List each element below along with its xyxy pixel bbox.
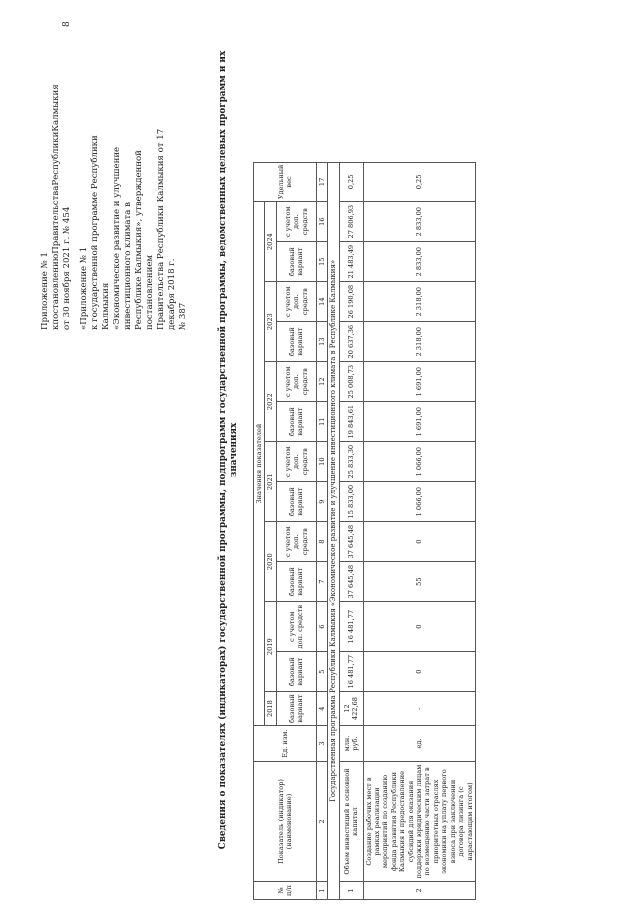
- col-number: 3: [316, 726, 327, 762]
- value-cell: 2 318,00: [363, 322, 475, 362]
- decree-word: постановлению: [51, 253, 61, 325]
- col-number: 2: [316, 762, 327, 882]
- appendix-decree-line: [51, 84, 62, 330]
- variant-base: базовый вариант: [276, 322, 316, 362]
- col-number: 10: [316, 442, 327, 482]
- appendix-title: Приложение № 1: [40, 252, 50, 330]
- page-number: 8: [62, 21, 72, 27]
- header-unit: Ед. изм.: [254, 726, 317, 762]
- appendix-date: от 30 ноября 2021 г. № 454: [62, 206, 72, 330]
- variant-extra: с учетом доп. средств: [276, 602, 316, 652]
- col-number: 7: [316, 562, 327, 602]
- row-unit: млн. руб.: [339, 726, 363, 762]
- year-2022: 2022: [265, 362, 276, 442]
- value-cell: 0: [363, 522, 475, 562]
- header-values: Значения показателей: [254, 202, 265, 726]
- title-line: Сведения о показателях (индикаторах) государственной программы, подпрограмм государственной программы, ведомственных целевых программ и их: [218, 50, 228, 850]
- col-number: 4: [316, 692, 327, 726]
- reference-line: Правительства Республики Калмыкия от 17 декабря 2018 г.: [156, 128, 177, 330]
- variant-base: базовый вариант: [276, 692, 316, 726]
- col-number: 8: [316, 522, 327, 562]
- reference-line: к государственной программе Республики Калмыкия: [90, 135, 111, 330]
- table-row: [339, 162, 363, 899]
- header-row-values: [254, 162, 265, 899]
- year-2023: 2023: [265, 282, 276, 362]
- variant-extra: с учетом доп. средств: [276, 362, 316, 402]
- value-cell: 15 833,00: [339, 482, 363, 522]
- reference-line: Республике Калмыкия», утвержденной постановлением: [134, 150, 155, 330]
- header-indicator: Показатель (индикатор) (наименование): [254, 762, 317, 882]
- decree-word: Калмыкия: [51, 84, 61, 132]
- year-2019: 2019: [265, 602, 276, 692]
- row-indicator-name: Создание рабочих мест в рамках реализации мероприятий по созданию фонда развития Республики Калмыкия и предоставление субсидий для оказания поддержки юридическим лицам по возмещению части затрат в приоритетных отраслях экономики на уплату первого взноса при заключении договора лизинга (с нарастающим итогом): [363, 762, 475, 882]
- col-number: 5: [316, 652, 327, 692]
- col-number: 13: [316, 322, 327, 362]
- value-cell: 27 806,93: [339, 202, 363, 242]
- row-num: 1: [339, 882, 363, 900]
- value-cell: 19 843,61: [339, 402, 363, 442]
- row-share: 0,25: [339, 162, 363, 202]
- value-cell: 0: [363, 602, 475, 652]
- value-cell: 1 691,00: [363, 362, 475, 402]
- col-number: 17: [316, 162, 327, 202]
- header-num: № п/п: [254, 882, 317, 900]
- variant-base: базовый вариант: [276, 402, 316, 442]
- indicators-table: [253, 162, 476, 900]
- decree-word: Республики: [51, 131, 61, 186]
- variant-base: базовый вариант: [276, 562, 316, 602]
- value-cell: 16 481,77: [339, 652, 363, 692]
- value-cell: 55: [363, 562, 475, 602]
- reference-line: «Приложение № 1: [79, 246, 89, 330]
- value-cell: 0: [363, 652, 475, 692]
- value-cell: 21 483,49: [339, 242, 363, 282]
- program-title: Государственная программа Республики Калмыкия «Экономическое развитие и улучшение инвестиционного климата в Республике Калмыкия»: [328, 162, 339, 899]
- col-number: 11: [316, 402, 327, 442]
- variant-extra: с учетом доп. средств: [276, 522, 316, 562]
- value-cell: 25 833,30: [339, 442, 363, 482]
- value-cell: 26 190,08: [339, 282, 363, 322]
- document-title: [218, 5, 240, 895]
- value-cell: 1 066,00: [363, 442, 475, 482]
- col-number: 9: [316, 482, 327, 522]
- row-unit: ед.: [363, 726, 475, 762]
- column-number-row: [316, 162, 327, 899]
- variant-base: базовый вариант: [276, 652, 316, 692]
- variant-base: базовый вариант: [276, 482, 316, 522]
- value-cell: 2 833,00: [363, 242, 475, 282]
- decree-word: Правительства: [51, 185, 61, 254]
- col-number: 16: [316, 202, 327, 242]
- value-cell: 1 066,00: [363, 482, 475, 522]
- program-row: [328, 162, 339, 899]
- col-number: 1: [316, 882, 327, 900]
- value-cell: 20 637,36: [339, 322, 363, 362]
- year-2020: 2020: [265, 522, 276, 602]
- value-cell: 2 318,00: [363, 282, 475, 322]
- value-cell: 2 833,00: [363, 202, 475, 242]
- col-number: 15: [316, 242, 327, 282]
- value-cell: 16 481,77: [339, 602, 363, 652]
- col-number: 12: [316, 362, 327, 402]
- col-number: 14: [316, 282, 327, 322]
- variant-base: базовый вариант: [276, 242, 316, 282]
- decree-word: к: [51, 324, 61, 330]
- row-num: 2: [363, 882, 475, 900]
- variant-extra: с учетом доп. средств: [276, 202, 316, 242]
- value-cell: 37 645,48: [339, 522, 363, 562]
- table-row: [363, 162, 475, 899]
- appendix-header: [40, 84, 189, 330]
- variant-extra: с учетом доп. средств: [276, 282, 316, 322]
- value-cell: 37 645,48: [339, 562, 363, 602]
- value-cell: -: [363, 692, 475, 726]
- variant-extra: с учетом доп. средств: [276, 442, 316, 482]
- year-2018: 2018: [265, 692, 276, 726]
- reference-line: «Экономическое развитие и улучшение инвестиционного климата в: [112, 146, 133, 330]
- title-line: значениях: [229, 422, 239, 478]
- header-share: Удельный вес: [254, 162, 317, 202]
- row-indicator-name: Объем инвестиций в основной капитал: [339, 762, 363, 882]
- value-cell: 25 008,73: [339, 362, 363, 402]
- year-2024: 2024: [265, 202, 276, 282]
- row-share: 0,25: [363, 162, 475, 202]
- reference-line: № 387: [178, 302, 188, 330]
- value-cell: 12 422,68: [339, 692, 363, 726]
- col-number: 6: [316, 602, 327, 652]
- appendix-original-reference: [79, 100, 189, 330]
- year-2021: 2021: [265, 442, 276, 522]
- value-cell: 1 691,00: [363, 402, 475, 442]
